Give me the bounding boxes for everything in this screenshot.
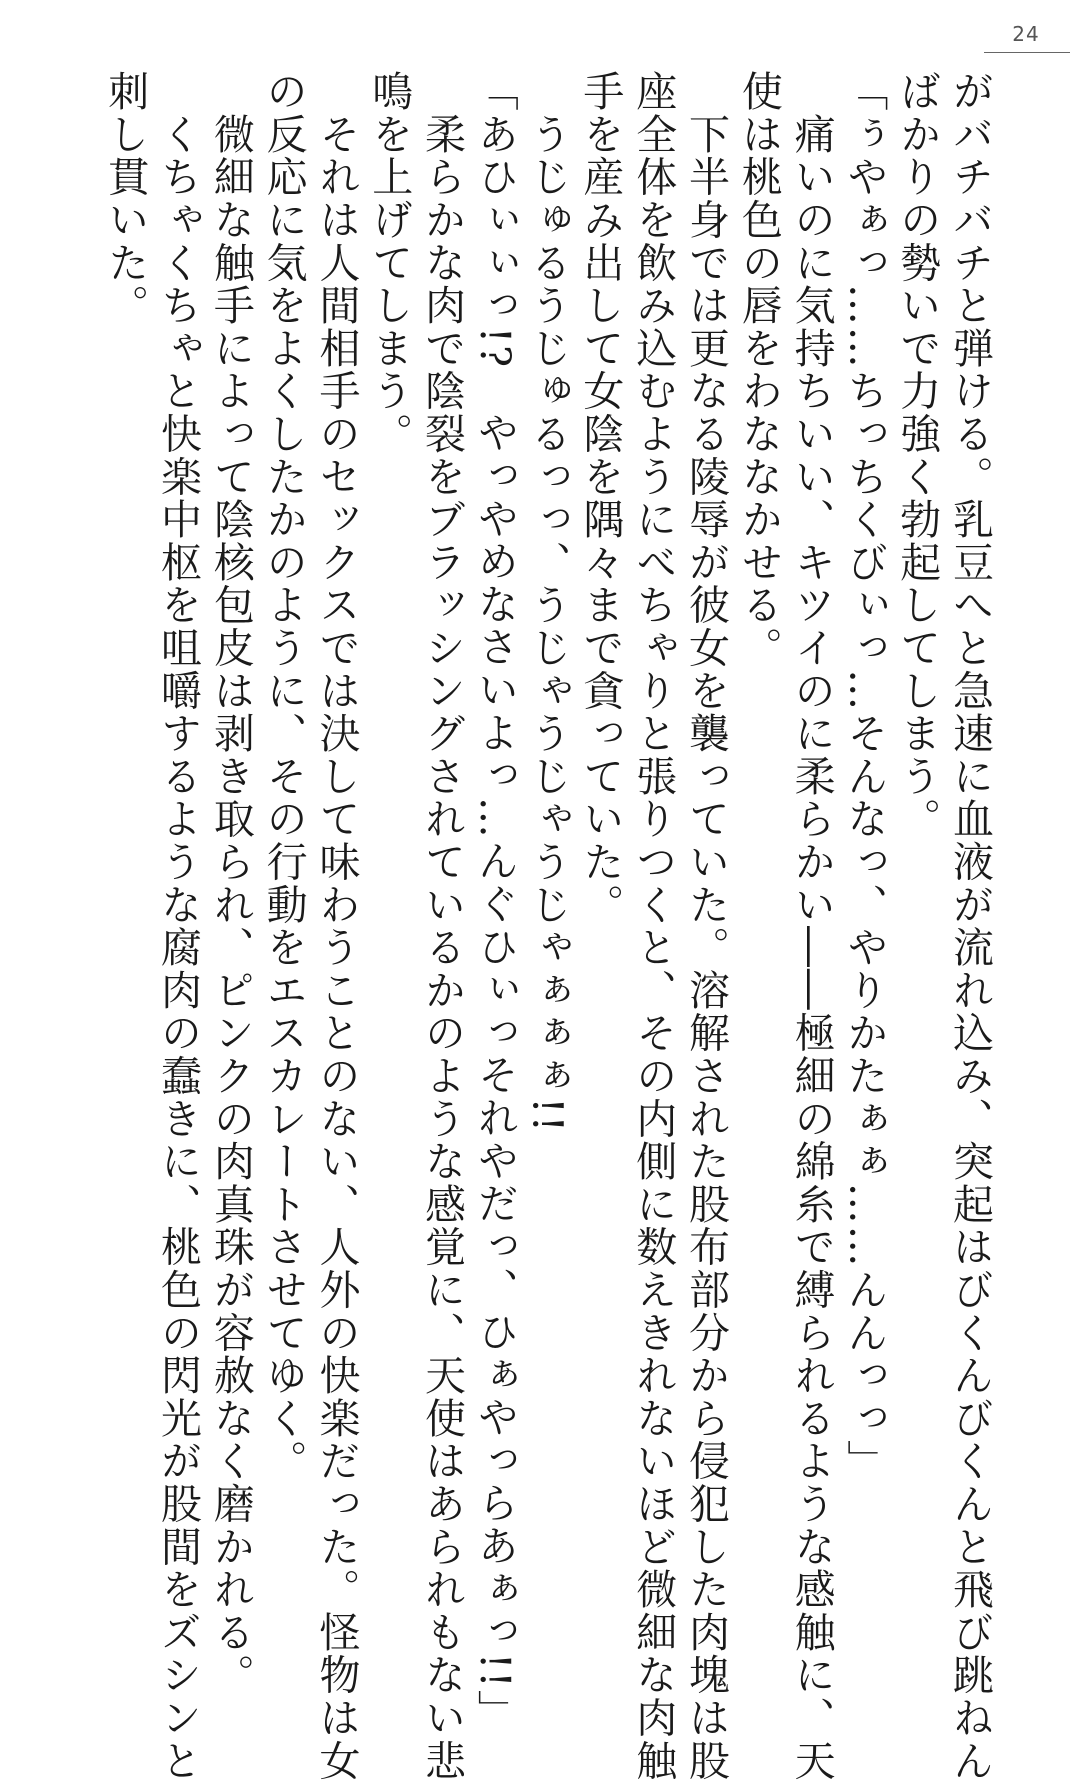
text-line: 微細な触手によって陰核包皮は剥き取られ、ピンクの肉真珠が容赦なく磨かれる。: [206, 70, 255, 1697]
text-line: ばかりの勢いで力強く勃起してしまう。: [893, 70, 942, 841]
text-line: 手を産み出して女陰を隅々まで貪っていた。: [576, 70, 625, 926]
body-text: [98, 70, 996, 1782]
text-line: うじゅるうじゅるっっ、うじゃうじゃうじゃぁぁぁ!!: [523, 70, 572, 1134]
text-line: がバチバチと弾ける。乳豆へと急速に血液が流れ込み、突起はびくんびくんと飛び跳ねん: [946, 70, 994, 1782]
page-number: 24: [1012, 22, 1040, 46]
text-line: 柔らかな肉で陰裂をブラッシングされているかのような感覚に、天使はあられもない悲: [418, 70, 467, 1782]
text-line: 「ぅやぁっ……ちっちくびぃっ…そんなっ、やりかたぁぁ……んんっっ」: [840, 70, 889, 1483]
text-line: 鳴を上げてしまう。: [365, 70, 414, 456]
text-line: 下半身では更なる陵辱が彼女を襲っていた。溶解された股布部分から侵犯した肉塊は股: [682, 70, 731, 1782]
text-line: 痛いのに気持ちいい、キツイのに柔らかい――極細の綿糸で縛られるような感触に、天: [787, 70, 836, 1782]
text-line: 「あひぃぃっ!? やっやめなさいよっ…んぐひぃっそれやだっ、ひぁやっらあぁっ!!」: [470, 70, 519, 1733]
text-line: くちゃくちゃと快楽中枢を咀嚼するような腐肉の蠢きに、桃色の閃光が股間をズシンと: [154, 70, 203, 1782]
text-line: 座全体を飲み込むようにべちゃりと張りつくと、その内側に数えきれないほど微細な肉触: [629, 70, 678, 1782]
text-line: 刺し貫いた。: [101, 70, 150, 327]
page-number-rule: [984, 52, 1070, 53]
text-line: それは人間相手のセックスでは決して味わうことのない、人外の快楽だった。怪物は女: [312, 70, 361, 1782]
text-line: の反応に気をよくしたかのように、その行動をエスカレートさせてゆく。: [259, 70, 308, 1483]
text-line: 使は桃色の唇をわななかせる。: [734, 70, 783, 670]
